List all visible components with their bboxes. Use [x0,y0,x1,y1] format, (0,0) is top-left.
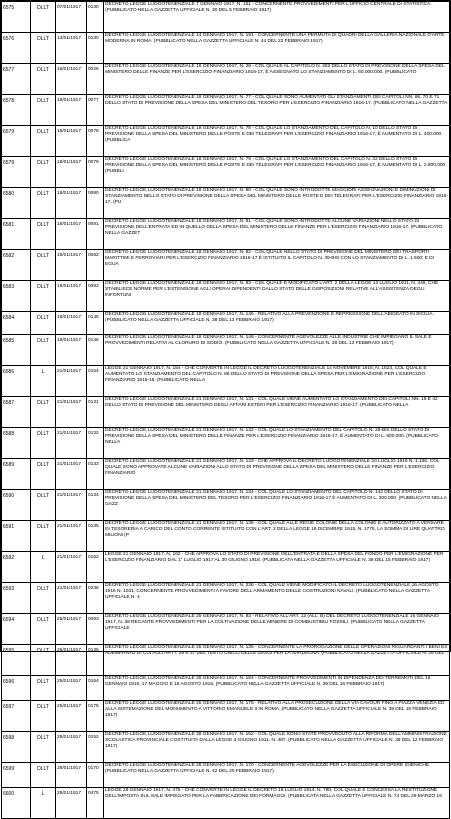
table-row [2,126,450,157]
record-date: 21/01/1917 [56,459,87,490]
record-number: 6586 [2,366,31,397]
table-row [2,250,450,281]
record-date: 25/01/1917 [56,701,87,732]
record-number: 6588 [2,428,31,459]
record-number: 6591 [2,521,31,552]
record-description: LEGGE 21 GENNAIO 1917, N. 154 - CHE CONVERTE IN LEGGE IL DECRETO LUOGOTENENZIALE 14 NOVEMBRE 1915, N. 1623, COL QUALE È AUMENTATO LO STANZIAMENTO DEL CAPITOLO N. 86 DELLO STATO DI PREVISIONE DELLA SPESA PER L'EMIGRAZIONE PER L'ESERCIZIO FINANZIARIO 1915-16. (PUBBLICATO NELLA [104,366,450,397]
table-row [2,490,450,521]
record-number: 6599 [2,763,31,788]
record-description: DECRETO LEGGE LUOGOTENENZIALE 18 GENNAIO 1917, N. 79 - COL QUALE LO STANZIAMENTO DEL CAPITOLO N. 32 DELLO STATO DI PREVISIONE DELLA SPESA DEL MINISTERO DELLE POSTE E DEI TELEGRAFI PER L'ESERCIZIO FINANZIARIO 1916-17, È AUMENTATO DI L. 2.800.000. (PUBBLI [104,157,450,188]
table-row [2,645,450,676]
record-code: 0236 [87,583,104,614]
record-date: 18/01/1917 [56,157,87,188]
record-description: DECRETO LEGGE LUOGOTENENZIALE 18 GENNAIO 1917, N. 80 - COL QUALE SONO INTRODOTTE MAGGIORI ASSEGNAZIONI E DIMINUZIONI DI STANZIAMENTO NELLO STATO DI PREVISIONE DELLA SPESA DEL MINISTERO DELLE POSTE E DEI TELEGRAFI PER L'ESERCIZIO FINANZIARIO 1916-17. (PU [104,188,450,219]
record-code: 0170 [87,763,104,788]
record-description: DECRETO LEGGE LUOGOTENENZIALE 18 GENNAIO 1917, N. 146 - CONCERNENTE AGEVOLEZZE ALLE INDUSTRIE CHE IMPIEGANO IL SALE E PROVVEDIMENTI RELATIVI AL CLORURO DI SODIO. (PUBBLICATO NELLA GAZZETTA UFFICIALE N. 38 DEL 13 FEBBRAIO 1917) [104,335,450,366]
record-type: DLLT [31,157,56,188]
table-row [2,701,450,732]
table-row [2,219,450,250]
record-date: 28/01/1917 [56,763,87,788]
record-date: 21/01/1917 [56,583,87,614]
record-date: 18/01/1917 [56,95,87,126]
table-row [2,676,450,701]
record-number: 6596 [2,676,31,701]
record-date: 21/01/1917 [56,366,87,397]
record-number: 6581 [2,219,31,250]
record-description: DECRETO LEGGE LUOGOTENENZIALE 25 GENNAIO 1917, N. 164 - CONCERNENTE PROVVEDIMENTI IN DIPENDENZA DEI TERREMOTI DEL 16 GENNAIO 1916, 17 MAGGIO E 16 AGOSTO 1916. (PUBBLICATO NELLA GAZZETTA UFFICIALE N. 39 DEL 16 FEBBRAIO 1917) [104,676,450,701]
record-type: DLLT [31,188,56,219]
record-description: DECRETO LEGGE LUOGOTENENZIALE 21 GENNAIO 1917, N. 132 - COL QUALE LO STANZIAMENTO DEL CAPITOLO N. 26-BIS DELLO STATO DI PREVISIONE DELLA SPESA DEL MINISTERO DELLE FINANZE PER L'ESERCIZIO FINANZIARIO 1916-17, È AUMENTATO DI L. 800.000. (PUBBLICATO NELLA [104,428,450,459]
record-number: 6580 [2,188,31,219]
record-number: 6597 [2,701,31,732]
record-date: 25/01/1917 [56,676,87,701]
record-date: 14/01/1917 [56,33,87,64]
record-date: 18/01/1917 [56,281,87,312]
record-date: 21/01/1917 [56,428,87,459]
record-code: 0080 [87,188,104,219]
record-code: 0145 [87,312,104,335]
record-type: DLLT [31,397,56,428]
record-description: DECRETO LEGGE LUOGOTENENZIALE 25 GENNAIO 1917, N. 175 - RELATIVO ALLA PROSECUZIONE DELLA VIA CAVOUR FINO A PIAZZA VENEZIA ED ALLA SISTEMAZIONE DEL MONUMENTO A VITTORIO EMANUELE II IN ROMA. (PUBBLICATO NELLA GAZZETTA UFFICIALE N. 39 DEL 15 FEBBRAIO 1917) [104,701,450,732]
record-description: DECRETO LEGGE LUOGOTENENZIALE 25 GENNAIO 1917, N. 93 - RELATIVO ALL'ART. 12 (ALL. B) DEL DECRETO LUOGOTENENZIALE 16 GENNAIO 1917, N. 38 RECANTE PROVVEDIMENTI PER LA COLTIVAZIONE DELLE MINIERE DI COMBUSTIBILI FOSSILI. (PUBBLICATO NELLA GAZZETTA UFFICIALE [104,614,450,645]
record-type: DLLT [31,250,56,281]
record-description: DECRETO LEGGE LUOGOTENENZIALE 18 GENNAIO 1917, N. 82 - COL QUALE NELLO STATO DI PREVISIONE DEL MINISTERO DEI TRASPORTI MARITTIMI E FERROVIARI PER L'ESERCIZIO FINANZIARIO 1916-17 È ISTITUITO IL CAPITOLO N. 39-BIS CON LO STANZIAMENTO DI L. 1.500; E DI EGUA [104,250,450,281]
record-code: 0162 [87,552,104,583]
record-number: 6584 [2,312,31,335]
record-code: 0093 [87,614,104,645]
record-type: DLLT [31,676,56,701]
table-row [2,281,450,312]
record-number: 6577 [2,64,31,95]
record-type: DLLT [31,490,56,521]
table-row [2,64,450,95]
record-description: DECRETO LEGGE LUOGOTENENZIALE 14 GENNAIO 1917, N. 191 - CONCERNENTE UNA PERMUTA DI QUADRI DELLA GALLERIA NAZIONALE D'ARTE MODERNA IN ROMA. (PUBBLICATO NELLA GAZZETTA UFFICIALE N. 44 DEL 22 FEBBRAIO 1917) [104,33,450,64]
record-number: 6593 [2,583,31,614]
record-type: L [31,366,56,397]
record-description: LEGGE 21 GENNAIO 1917, N. 162 - CHE APPROVA LO STATO DI PREVISIONE DELL'ENTRATA E DELLA SPESA DEL FONDO PER L'EMIGRAZIONE PER L'ESERCIZIO FINANZIARIO DAL 1° LUGLIO 1917 AL 30 GIUGNO 1918. (PUBBLICATA NELLA GAZZETTA UFFICIALE N. 38 DEL 15 FEBBRAIO 1917) [104,552,450,583]
table-row [2,397,450,428]
record-type: DLLT [31,763,56,788]
record-code: 0130 [87,2,104,33]
record-description: DECRETO LEGGE LUOGOTENENZIALE 18 GENNAIO 1917, N. 145 - RELATIVO ALLA PREVENZIONE E REPRESSIONE DELL'ABIGEATO IN SICILIA. (PUBBLICATO NELLA GAZZETTA UFFICIALE N. 38 DEL 13 FEBBRAIO 1917) [104,312,450,335]
table-row [2,552,450,583]
table-row [2,188,450,219]
table-row [2,614,450,645]
record-code: 0146 [87,335,104,366]
record-type: DLLT [31,614,56,645]
record-number: 6590 [2,490,31,521]
record-number: 6585 [2,335,31,366]
record-code: 0082 [87,250,104,281]
record-description: DECRETO LEGGE LUOGOTENENZIALE 18 GENNAIO 1917, N. 81 - COL QUALE SONO INTRODOTTE ALCUNE VARIAZIONI NELLO STATO DI PREVISIONE DELL'ENTRATA ED IN QUELLO DELLA SPESA DEL MINISTERO DELLE FINANZE PER L'ESERCIZIO FINANZIARIO 1916-17. (PUBBLICATO NELLA GAZZET [104,219,450,250]
record-type: L [31,788,56,819]
record-code: 0175 [87,701,104,732]
record-date: 07/01/1917 [56,2,87,33]
table-row [2,2,450,33]
record-type: DLLT [31,459,56,490]
record-description: DECRETO LEGGE LUOGOTENENZIALE 18 GENNAIO 1917, N. 78 - COL QUALE LO STANZIAMENTO DEL CAPITOLO N. 10 DELLO STATO DI PREVISIONE DELLA SPESA DEL MINISTERO DELLE POSTE E DEI TELEGRAFI PER L'ESERCIZIO FINANZIARIO 1916-17, È AUMENTATO DI L. 400.000. (PUBBLICA [104,126,450,157]
record-code: 0079 [87,157,104,188]
record-number: 6600 [2,788,31,819]
record-type: DLLT [31,64,56,95]
record-code: 0135 [87,521,104,552]
record-type: DLLT [31,583,56,614]
table-row [2,157,450,188]
record-number: 6598 [2,732,31,763]
record-code: 0133 [87,459,104,490]
table-row [2,95,450,126]
record-code: 0026 [87,64,104,95]
record-date: 21/01/1917 [56,397,87,428]
record-code: 0152 [87,732,104,763]
record-number: 6575 [2,2,31,33]
records-table [1,1,450,819]
record-description: DECRETO LEGGE LUOGOTENENZIALE 21 GENNAIO 1917, N. 131 - COL QUALE VIENE AUMENTATO LO STANZIAMENTO DEI CAPITOLI NN. 16 E 42 DELLO STATO DI PREVISIONE DEL MINISTERO DEGLI AFFARI ESTERI PER L'ESERCIZIO FINANZIARIO 1916-17. (PUBBLICATO NELLA [104,397,450,428]
record-code: 0130 [87,33,104,64]
record-date: 18/01/1917 [56,312,87,335]
record-description: DECRETO LEGGE LUOGOTENENZIALE 18 GENNAIO 1917, N. 83 - COL QUALE È MODIFICATO L'ART. 2 DELLA LEGGE 13 LUGLIO 1911, N. 446, CHE STABILISCE NORME PER L'ESTENSIONE AGLI OPERAI DIPENDENTI DALLO STATO DELLE DISPOSIZIONI RELATIVE ALL'ASSISTENZA DEGLI INFORTUNI [104,281,450,312]
record-date: 16/01/1917 [56,64,87,95]
records-body [2,2,450,819]
record-type: DLLT [31,95,56,126]
table-row [2,732,450,763]
record-number: 6592 [2,552,31,583]
record-date: 28/01/1917 [56,732,87,763]
table-row [2,428,450,459]
record-date: 18/01/1917 [56,219,87,250]
record-type: DLLT [31,645,56,676]
record-date: 18/01/1917 [56,188,87,219]
record-description: DECRETO LEGGE LUOGOTENENZIALE 21 GENNAIO 1917, N. 133 - CHE APPROVA IL DECRETO LUOGOTENENZIALE 20 LUGLIO 1916 N. 1.166, COL QUALE SONO APPROVATE ALCUNE VARIAZIONI ALLO STATO DI PREVISIONE DELLA SPESA DEL MINISTERO DELLE FINANZE PER L'ESERCIZIO FINANZIARIO [104,459,450,490]
record-type: DLLT [31,219,56,250]
record-date: 21/01/1917 [56,490,87,521]
record-type: DLLT [31,732,56,763]
record-description: DECRETO LEGGE LUOGOTENENZIALE 7 GENNAIO 1917, N. 151 - CONCERNENTE PROVVEDIMENTI PER L'UFFICIO CENTRALE DI STATISTICA. (PUBBLICATO NELLA GAZZETTA UFFICIALE N. 30 DEL 5 FEBBRAIO 1917) [104,2,450,33]
record-date: 25/01/1917 [56,614,87,645]
record-date: 25/01/1917 [56,645,87,676]
record-date: 21/01/1917 [56,521,87,552]
record-description: LEGGE 28 GENNAIO 1917, N. 475 - CHE CONVERTE IN LEGGE IL DECRETO 19 LUGLIO 1914, N. 780, COL QUALE È CONCESSA LA RESTITUZIONE DELL'IMPOSTA SUL SALE IMPIEGATO PER LA FABBRICAZIONE DEI FORMAGGI. (PUBBLICATA NELLA GAZZETTA UFFICIALE N. 74 DEL 29 MARZO 19 [104,788,450,819]
table-row [2,763,450,788]
record-number: 6579 [2,126,31,157]
record-code: 0135 [87,645,104,676]
record-number: 6576 [2,33,31,64]
record-number: 6595 [2,645,31,676]
record-number: 6589 [2,459,31,490]
record-description: DECRETO LEGGE LUOGOTENENZIALE 18 GENNAIO 1917, N. 77 - COL QUALE SONO AUMENTATI GLI STANZIAMENTI DEI CAPITOLI NN. 66, 70 E 71 DELLO STATO DI PREVISIONE DELLA SPESA DEL MINISTERO DEL TESORO PER L'ESERCIZIO FINANZIARIO 1916-17. (PUBBLICATO NELLA GAZZETTA [104,95,450,126]
record-type: DLLT [31,428,56,459]
record-description: DECRETO LEGGE LUOGOTENENZIALE 28 GENNAIO 1917, N. 152 - COL QUALE SONO STATE PROVVEDUTO ALLA RIFORMA DELL'AMMINISTRAZIONE SCOLASTICA PROVINCIALE COSTITUITA DALLA LEGGE 4 GIUGNO 1911, N. 487. (PUBBLICATO NELLA GAZZETTA UFFICIALE N. 38 DEL 12 FEBBRAIO 1917) [104,732,450,763]
record-type: DLLT [31,521,56,552]
record-date: 18/01/1917 [56,250,87,281]
table-row [2,312,450,335]
table-row [2,366,450,397]
record-code: 0132 [87,428,104,459]
record-date: 21/01/1917 [56,552,87,583]
record-code: 0081 [87,219,104,250]
record-type: DLLT [31,335,56,366]
record-code: 0078 [87,126,104,157]
record-description: DECRETO LEGGE LUOGOTENENZIALE 28 GENNAIO 1917, N. 170 - CONCERNENTE AGEVOLEZZE PER LA ESECUZIONE DI OPERE IGIENICHE. (PUBBLICATO NELLA GAZZETTA UFFICIALE N. 42 DEL 20 FEBBRAIO 1917) [104,763,450,788]
record-date: 18/01/1917 [56,126,87,157]
record-date: 18/01/1917 [56,335,87,366]
record-description: DECRETO LEGGE LUOGOTENENZIALE 25 GENNAIO 1917, N. 135 - CONCERNENTE LA PROROGAZIONE DELLE OPERAZIONI RIGUARDANTI I BENI EX ADEMPRIVILI DI CUI AGLI ARTT. 29 E 37 DEL TESTO UNICO DELLE LEGGI PER LA SARDEGNA. (PUBBLICATO NELLA GAZZETTA UFFICIALE N. 29 DEL [104,645,450,676]
record-type: DLLT [31,2,56,33]
table-row [2,788,450,819]
record-number: 6587 [2,397,31,428]
record-description: DECRETO LEGGE LUOGOTENENZIALE 21 GENNAIO 1917, N. 134 - COL QUALE LO STANZIAMENTO DEL CAPITOLO N. 142 DELLO STATO DI PREVISIONE DELLA SPESA DEL MINISTERO DEL TESORO PER L'ESERCIZIO FINANZIARIO 1916-17 È AUMENTATO DI L. 300.000. (PUBBLICATO NELLA GAZZ [104,490,450,521]
record-description: DECRETO LEGGE LUOGOTENENZIALE 21 GENNAIO 1917, N. 236 - COL QUALE VIENE MODIFICATO IL DECRETO LUOGOTENENZIALE 16 AGOSTO 1916 N. 1031, CONCERNENTE PROVVEDIMENTI A FAVORE DELL'ARMAMENTO DELLE COSTRUZIONI NAVALI. (PUBBLICATO NELLA GAZZETTA UFFICIALE N. 4 [104,583,450,614]
record-type: L [31,552,56,583]
record-code: 0077 [87,95,104,126]
record-code: 0154 [87,366,104,397]
record-code: 0164 [87,676,104,701]
record-description: DECRETO LEGGE LUOGOTENENZIALE 16 GENNAIO 1917, N. 26 - COL QUALE AL CAPITOLO N. 282 DELLO STATO DI PREVISIONE DELLA SPESA DEL MINISTERO DELLE FINANZE PER L'ESERCIZIO FINANZIARIO 1916-17, È ASSEGNATO LO STANZIAMENTO DI L. 60.000.000. (PUBBLICATO [104,64,450,95]
record-type: DLLT [31,126,56,157]
record-code: 0134 [87,490,104,521]
table-row [2,583,450,614]
table-row [2,335,450,366]
table-row [2,459,450,490]
record-description: DECRETO LEGGE LUOGOTENENZIALE 21 GENNAIO 1917, N. 135 - COL QUALE ALLE REGIE COLONIE DELLA COLONIE È AUTORIZZATO A VERSARE IN TESORERIA A CARICO DEL CONTO CORRENTE ISTITUITO CON L'ART. 2 DELLA LEGGE 16 DICEMBRE 1915, N. 1778, LA SOMMA DI LIRE QUATTRO MILIONI (P [104,521,450,552]
record-type: DLLT [31,33,56,64]
record-number: 6579 [2,157,31,188]
record-type: DLLT [31,281,56,312]
table-row [2,33,450,64]
record-type: DLLT [31,312,56,335]
record-code: 0475 [87,788,104,819]
record-code: 0083 [87,281,104,312]
record-number: 6578 [2,95,31,126]
record-number: 6594 [2,614,31,645]
table-row [2,521,450,552]
record-code: 0131 [87,397,104,428]
record-number: 6583 [2,281,31,312]
record-number: 6582 [2,250,31,281]
record-date: 28/01/1917 [56,788,87,819]
record-type: DLLT [31,701,56,732]
